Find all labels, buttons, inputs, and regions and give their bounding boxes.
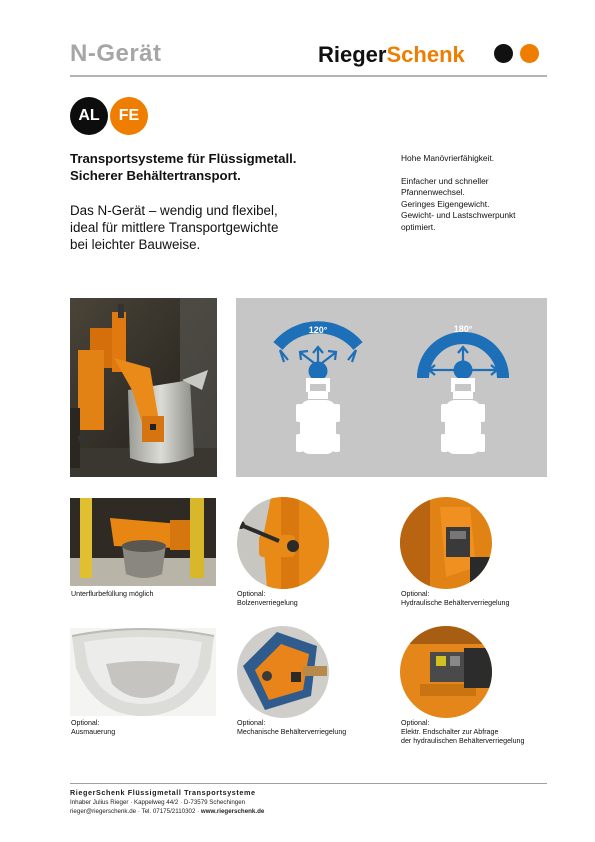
caption-text: Bolzenverriegelung	[237, 599, 298, 608]
feature-item: optimiert.	[401, 221, 436, 232]
lead-text	[70, 202, 360, 253]
headline-line: Transportsysteme für Flüssigmetall.	[70, 151, 297, 166]
n-geraet-photo-illustration	[70, 298, 217, 477]
caption-text: Optional:	[237, 590, 266, 598]
caption-text: Hydraulische Behälterverriegelung	[401, 599, 510, 608]
underfloor-filling-photo	[70, 498, 216, 586]
badge-iron: FE	[110, 97, 148, 135]
feature-list	[401, 153, 561, 234]
footer-website-link[interactable]: www.riegerschenk.de	[200, 808, 265, 815]
rotation-diagram	[236, 298, 547, 477]
caption-text: Ausmauerung	[71, 728, 116, 737]
limit-switch-illustration	[400, 626, 492, 718]
underfloor-filling-illustration	[70, 498, 216, 586]
brand-name-part2: Schenk	[386, 42, 465, 67]
lining-illustration	[70, 628, 216, 716]
feature-item: Pfannenwechsel.	[401, 187, 465, 198]
mechanical-lock-photo	[237, 626, 329, 718]
feature-item: Gewicht- und Lastschwerpunkt	[401, 210, 516, 221]
header-divider	[70, 75, 547, 77]
caption-text: Unterflurbefüllung möglich	[71, 590, 154, 598]
footer-address: Inhaber Julius Rieger · Kappelweg 44/2 · D-73579 Schechingen	[70, 799, 246, 806]
mechanical-lock-illustration	[237, 626, 329, 718]
caption-hydraulic-lock	[401, 590, 571, 608]
feature-item: Hohe Manövrierfähigkeit.	[401, 153, 495, 163]
feature-item: Geringes Eigengewicht.	[401, 198, 490, 209]
caption-text: Optional:	[401, 590, 430, 598]
caption-text: Elektr. Endschalter zur Abfrage	[401, 728, 499, 737]
caption-text: Optional:	[237, 719, 266, 727]
hydraulic-lock-illustration	[400, 497, 492, 589]
badge-aluminium: AL	[70, 97, 108, 135]
lead-line: ideal für mittlere Transportgewichte	[70, 220, 279, 235]
bolt-lock-illustration	[237, 497, 329, 589]
angle-label-180: 180°	[453, 324, 473, 334]
brand-dot-black-icon	[494, 44, 513, 63]
product-title: N-Gerät	[70, 40, 162, 67]
angle-label-120: 120°	[308, 325, 328, 335]
caption-bolt-lock	[237, 590, 407, 608]
limit-switch-photo	[400, 626, 492, 718]
caption-text: Mechanische Behälterverriegelung	[237, 728, 347, 737]
brand-dot-orange-icon	[520, 44, 539, 63]
headline-line: Sicherer Behältertransport.	[70, 168, 241, 183]
footer-company-title: RiegerSchenk Flüssigmetall Transportsysteme	[70, 788, 256, 797]
main-product-photo	[70, 298, 217, 477]
caption-text: Optional:	[71, 719, 100, 727]
caption-underfloor	[71, 590, 241, 599]
caption-limit-switch	[401, 719, 571, 747]
lead-line: Das N-Gerät – wendig und flexibel,	[70, 203, 278, 218]
lining-photo	[70, 628, 216, 716]
caption-text: der hydraulischen Behälterverriegelung	[401, 737, 525, 746]
footer-contact	[70, 808, 264, 815]
feature-item: Einfacher und schneller	[401, 175, 489, 186]
rotation-diagram-graphic	[236, 298, 547, 477]
caption-mechanical-lock	[237, 719, 407, 737]
caption-text: Optional:	[401, 719, 430, 727]
lead-line: bei leichter Bauweise.	[70, 237, 201, 252]
footer-divider	[70, 783, 547, 784]
caption-lining	[71, 719, 241, 737]
footer-contact-text: rieger@riegerschenk.de · Tel. 07175/2110302 ·	[70, 808, 201, 815]
brand-logo	[318, 42, 465, 68]
hydraulic-lock-photo	[400, 497, 492, 589]
rotation-120-group	[278, 325, 358, 454]
headline	[70, 150, 380, 184]
bolt-lock-photo	[237, 497, 329, 589]
rotation-180-group	[423, 324, 503, 454]
brand-name-part1: Rieger	[318, 42, 387, 67]
